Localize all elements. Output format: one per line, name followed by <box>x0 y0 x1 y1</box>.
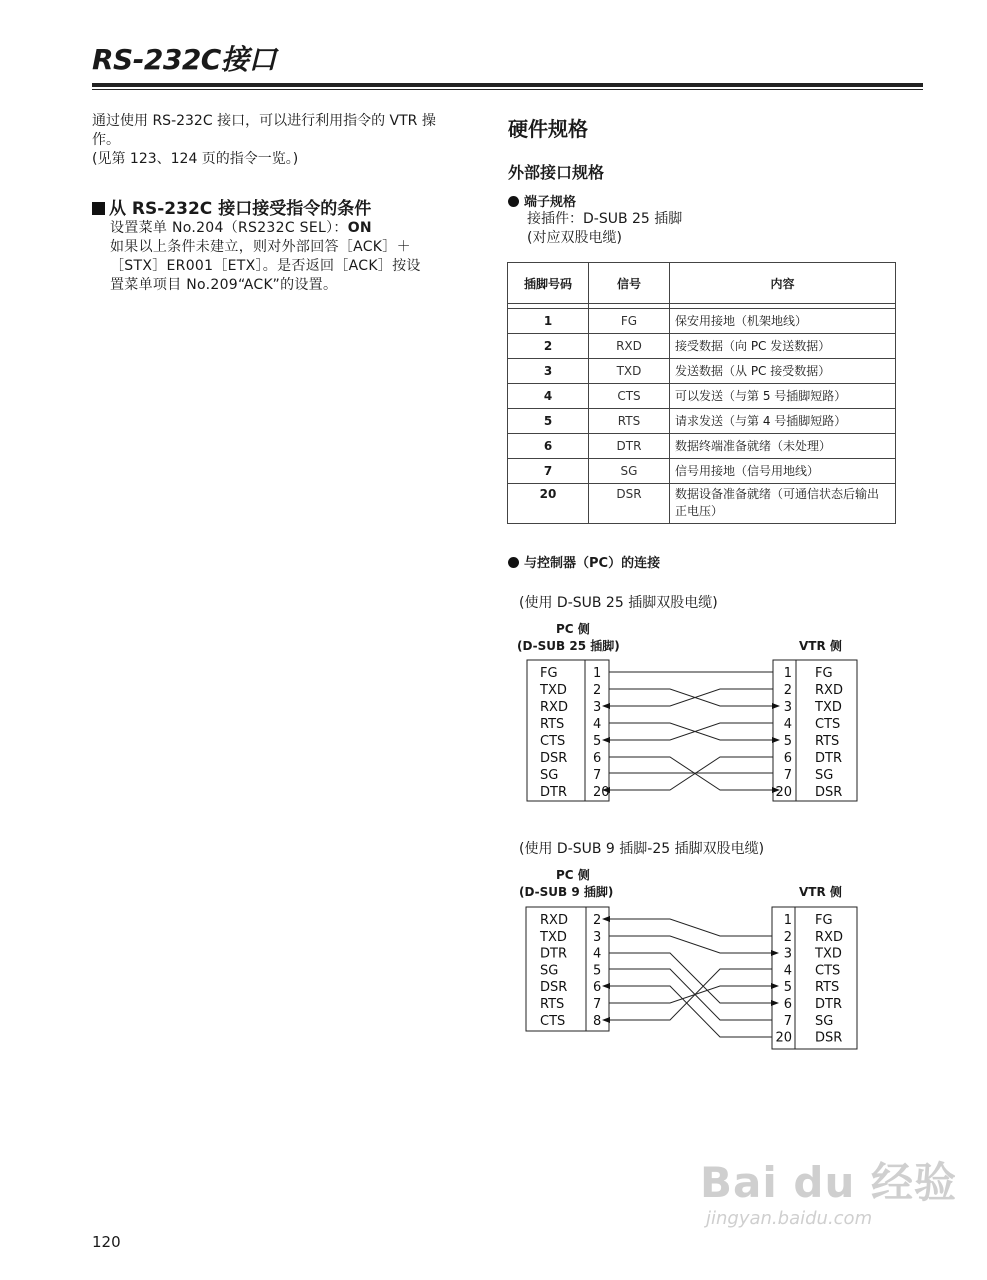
pc-signal-label: DTR <box>540 946 567 962</box>
cond-line: 置菜单项目 No.209“ACK”的设置。 <box>110 277 338 293</box>
table-header: 插脚号码 <box>508 263 589 304</box>
pc-pin-label: 4 <box>593 946 602 962</box>
pc-pin-label: 6 <box>593 980 602 996</box>
vtr-signal-label: DTR <box>815 751 842 766</box>
pc-pin-label: 20 <box>593 785 610 800</box>
pc-signal-label: SG <box>540 963 559 979</box>
signal-cell: CTS <box>589 384 670 409</box>
desc-cell: 保安用接地（机架地线） <box>670 309 896 334</box>
pc-pin-label: 3 <box>593 700 602 715</box>
vtr-pin-label: 20 <box>775 1030 792 1046</box>
intro-text <box>92 112 487 169</box>
table-row <box>508 459 896 484</box>
vtr-signal-label: CTS <box>815 963 841 979</box>
table-header-row <box>508 263 896 304</box>
vtr-pin-label: 20 <box>775 785 792 800</box>
vtr-pin-label: 6 <box>783 751 792 766</box>
desc-cell: 可以发送（与第 5 号插脚短路） <box>670 384 896 409</box>
pc-pin-label: 7 <box>593 997 602 1012</box>
pin-cell: 20 <box>508 484 589 524</box>
table-row <box>508 359 896 384</box>
pc-signal-label: DTR <box>540 785 567 800</box>
pc-signal-label: TXD <box>540 929 567 945</box>
vtr-pin-label: 7 <box>783 1013 792 1029</box>
pc-pin-label: 8 <box>593 1013 602 1029</box>
pin-cell: 5 <box>508 409 589 434</box>
page-title: RS-232C接口 <box>92 43 276 76</box>
vtr-pin-label: 3 <box>783 946 792 962</box>
vtr-signal-label: SG <box>815 768 834 783</box>
signal-cell: DTR <box>589 434 670 459</box>
vtr-signal-label: CTS <box>815 717 841 732</box>
table-row <box>508 384 896 409</box>
vtr-pin-label: 1 <box>783 666 792 681</box>
vtr-pin-label: 4 <box>783 963 792 979</box>
vtr-pin-label: 2 <box>783 683 792 698</box>
diagram2-caption: (使用 D-SUB 9 插脚-25 插脚双股电缆) <box>519 841 765 857</box>
desc-cell: 数据终端准备就绪（未处理） <box>670 434 896 459</box>
desc-cell: 请求发送（与第 4 号插脚短路） <box>670 409 896 434</box>
bullet-icon <box>508 196 519 207</box>
pc-pin-label: 3 <box>593 929 602 945</box>
pc-signal-label: SG <box>540 768 559 783</box>
intro-line: 通过使用 RS-232C 接口，可以进行利用指令的 VTR 操 <box>92 113 436 129</box>
vtr-signal-label: RTS <box>815 734 840 749</box>
cond-value: ON <box>347 220 372 236</box>
pin-cell: 1 <box>508 309 589 334</box>
section-heading-text: 从 RS-232C 接口接受指令的条件 <box>109 199 372 219</box>
terminal-spec-bullet <box>508 191 576 210</box>
cable-line: (对应双股电缆) <box>527 230 622 246</box>
vtr-signal-label: SG <box>815 1013 834 1029</box>
intro-line: 作。 <box>92 132 120 148</box>
vtr-signal-label: FG <box>815 913 833 928</box>
pc-pin-label: 4 <box>593 717 602 732</box>
table-row <box>508 434 896 459</box>
desc-cell: 数据设备准备就绪（可通信状态后输出正电压） <box>670 484 896 524</box>
table-row <box>508 309 896 334</box>
pin-cell: 6 <box>508 434 589 459</box>
bullet-text: 端子规格 <box>524 195 577 210</box>
title-rule-thin <box>92 89 923 90</box>
diagram1-vtr-label: VTR 侧 <box>799 639 842 653</box>
diagram2-pc-label: PC 侧 <box>556 868 590 882</box>
pin-cell: 4 <box>508 384 589 409</box>
signal-cell: RTS <box>589 409 670 434</box>
pc-signal-label: DSR <box>540 980 568 996</box>
vtr-signal-label: FG <box>815 666 833 681</box>
vtr-pin-label: 6 <box>783 997 792 1012</box>
vtr-pin-label: 1 <box>783 913 792 928</box>
pc-pin-label: 7 <box>593 768 602 783</box>
table-row <box>508 484 896 524</box>
hardware-spec-heading: 硬件规格 <box>508 117 588 141</box>
vtr-pin-label: 2 <box>783 929 792 945</box>
pin-cell: 2 <box>508 334 589 359</box>
vtr-signal-label: RXD <box>815 683 843 698</box>
table-header: 内容 <box>670 263 896 304</box>
table-row <box>508 334 896 359</box>
pc-signal-label: RTS <box>540 997 565 1012</box>
vtr-pin-label: 7 <box>783 768 792 783</box>
vtr-signal-label: TXD <box>815 946 842 962</box>
pc-connection-bullet <box>508 552 660 571</box>
vtr-signal-label: DSR <box>815 785 843 800</box>
signal-cell: RXD <box>589 334 670 359</box>
vtr-signal-label: DTR <box>815 997 842 1012</box>
pc-signal-label: RXD <box>540 913 568 928</box>
pc-signal-label: RTS <box>540 717 565 732</box>
pin-cell: 7 <box>508 459 589 484</box>
vtr-signal-label: TXD <box>815 700 842 715</box>
pc-signal-label: DSR <box>540 751 568 766</box>
vtr-signal-label: DSR <box>815 1030 843 1046</box>
pc-pin-label: 6 <box>593 751 602 766</box>
pc-signal-label: TXD <box>540 683 567 698</box>
diagram1-caption: (使用 D-SUB 25 插脚双股电缆) <box>519 595 718 611</box>
connector-text <box>527 210 682 248</box>
bullet-icon <box>508 557 519 568</box>
table-header: 信号 <box>589 263 670 304</box>
external-interface-heading: 外部接口规格 <box>508 163 605 182</box>
signal-cell: SG <box>589 459 670 484</box>
baidu-watermark-url: jingyan.baidu.com <box>706 1208 873 1229</box>
diagram2-pc-connector-label: (D-SUB 9 插脚) <box>519 885 614 899</box>
pc-signal-label: FG <box>540 666 558 681</box>
diagram1-pc-label: PC 侧 <box>556 622 590 636</box>
pc-signal-label: CTS <box>540 734 566 749</box>
cond-line: 如果以上条件未建立，则对外部回答［ACK］＋ <box>110 239 411 255</box>
wiring-diagram-9pin <box>520 902 865 1054</box>
diagram2-vtr-label: VTR 侧 <box>799 885 842 899</box>
pc-pin-label: 2 <box>593 683 602 698</box>
connector-line: 接插件：D-SUB 25 插脚 <box>527 211 683 227</box>
pc-signal-label: CTS <box>540 1013 566 1029</box>
signal-cell: TXD <box>589 359 670 384</box>
signal-cell: DSR <box>589 484 670 524</box>
cond-line <box>110 219 490 238</box>
desc-cell: 信号用接地（信号用地线） <box>670 459 896 484</box>
cond-line: ［STX］ER001［ETX］。是否返回［ACK］按设 <box>110 258 421 274</box>
vtr-pin-label: 4 <box>783 717 792 732</box>
pc-pin-label: 2 <box>593 913 602 928</box>
pc-signal-label: RXD <box>540 700 568 715</box>
bullet-text: 与控制器（PC）的连接 <box>524 556 661 571</box>
square-bullet-icon <box>92 202 105 215</box>
diagram1-pc-connector-label: (D-SUB 25 插脚) <box>517 639 620 653</box>
pc-pin-label: 1 <box>593 666 602 681</box>
conditions-text <box>110 219 490 295</box>
wiring-diagram-25pin <box>520 655 865 805</box>
desc-cell: 接受数据（向 PC 发送数据） <box>670 334 896 359</box>
pc-pin-label: 5 <box>593 734 602 749</box>
vtr-pin-label: 3 <box>783 700 792 715</box>
cond-setting: 设置菜单 No.204（RS232C SEL）： <box>110 220 348 236</box>
pc-pin-label: 5 <box>593 963 602 979</box>
page-number: 120 <box>92 1233 121 1251</box>
vtr-signal-label: RXD <box>815 929 843 945</box>
vtr-signal-label: RTS <box>815 980 840 996</box>
table-row <box>508 409 896 434</box>
intro-note: (见第 123、124 页的指令一览。) <box>92 151 299 167</box>
vtr-pin-label: 5 <box>783 734 792 749</box>
section-heading-conditions <box>92 194 371 219</box>
title-rule <box>92 83 923 87</box>
baidu-watermark-logo: Bai du 经验 <box>700 1158 957 1207</box>
pin-cell: 3 <box>508 359 589 384</box>
vtr-pin-label: 5 <box>783 980 792 996</box>
signal-cell: FG <box>589 309 670 334</box>
desc-cell: 发送数据（从 PC 接受数据） <box>670 359 896 384</box>
pin-spec-table <box>507 262 896 524</box>
